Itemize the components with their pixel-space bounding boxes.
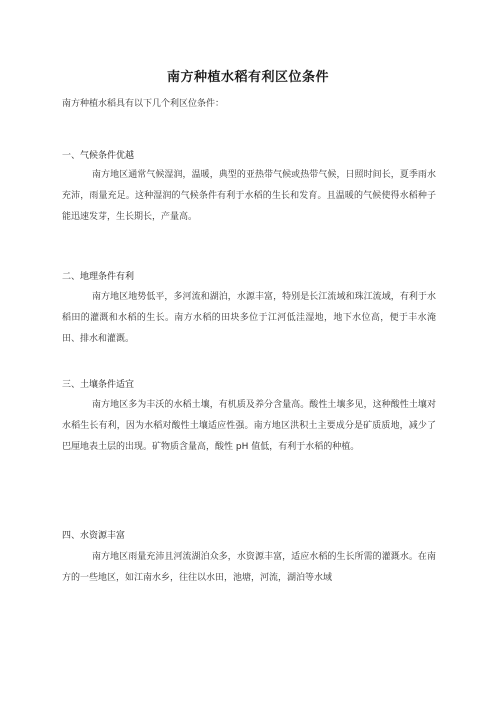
section-heading-geography: 二、地理条件有利	[62, 272, 135, 282]
section-body-soil: 南方地区多为丰沃的水稻土壤，有机质及养分含量高。酸性土壤多见，这种酸性土壤对水稻生长有利，因为水稻对酸性土壤适应性强。南方地区洪积土主要成分是矿质质地，减少了巴厘地表土层的出现。矿物质含量高，酸性 pH 值低，有利于水稻的种植。	[62, 400, 436, 452]
intro-text: 南方种植水稻具有以下几个利区位条件：	[62, 99, 225, 109]
section-body-climate: 南方地区通常气候湿润，温暖，典型的亚热带气候或热带气候，日照时间长，夏季雨水充沛，雨量充足。这种湿润的气候条件有利于水稻的生长和发育。且温暖的气候使得水稻种子能迅速发芽，生长期长，产量高。	[62, 170, 436, 222]
section-body-water: 南方地区雨量充沛且河流湖泊众多，水资源丰富，适应水稻的生长所需的灌溉水。在南方的一些地区，如江南水乡，往往以水田，池塘，河流，湖泊等水域	[62, 552, 436, 583]
document-title: 南方种植水稻有利区位条件	[166, 70, 329, 85]
section-heading-climate: 一、气候条件优越	[62, 151, 135, 161]
section-heading-soil: 三、土壤条件适宜	[62, 380, 135, 390]
section-heading-water: 四、水资源丰富	[62, 531, 126, 541]
section-body-geography: 南方地区地势低平，多河流和湖泊，水源丰富，特别是长江流域和珠江流域，有利于水稻田的灌溉和水稻的生长。南方水稻的田块多位于江河低洼湿地，地下水位高，便于丰水淹田、排水和灌溉。	[62, 292, 436, 344]
